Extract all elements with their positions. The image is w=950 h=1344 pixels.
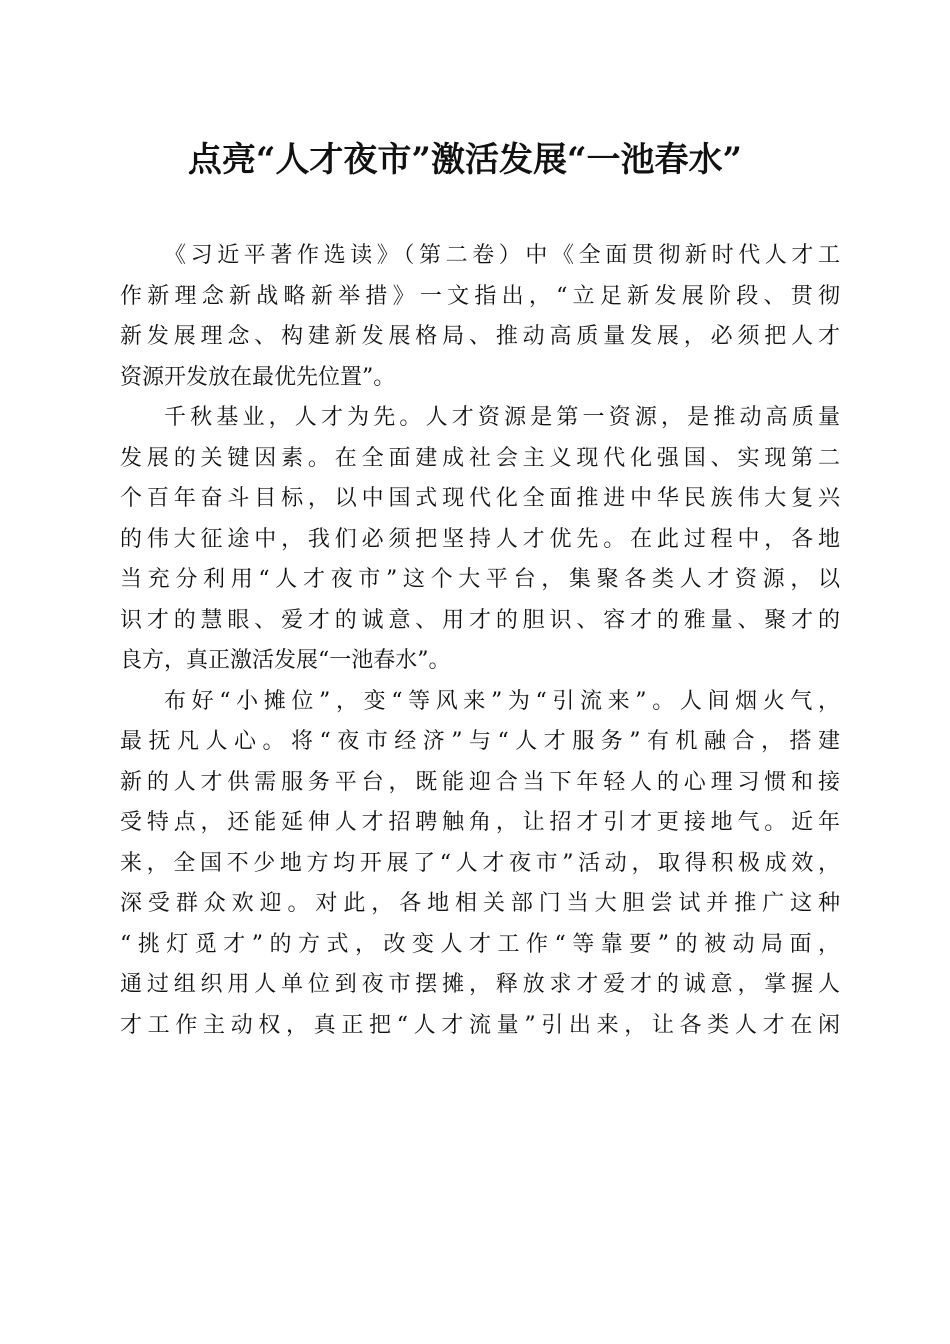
text-line: 才工作主动权，真正把“人才流量”引出来，让各类人才在闲 [120,1012,840,1038]
text-line: 良方，真正激活发展“一池春水”。 [120,648,451,673]
text-line: 受特点，还能延伸人才招聘触角，让招才引才更接地气。近年 [120,810,840,835]
text-line: 千秋基业，人才为先。人才资源是第一资源，是推动高质量 [164,405,840,430]
text-line: 的伟大征途中，我们必须把坚持人才优先。在此过程中，各地 [120,526,840,552]
text-line: 新的人才供需服务平台，既能迎合当下年轻人的心理习惯和接 [120,769,840,795]
document-body [120,236,840,1046]
paragraph-2 [120,398,840,682]
text-line: 来，全国不少地方均开展了“人才夜市”活动，取得积极成效， [120,850,840,876]
text-line: 通过组织用人单位到夜市摆摊，释放求才爱才的诚意，掌握人 [120,972,840,997]
text-line: “挑灯觅才”的方式，改变人才工作“等靠要”的被动局面， [120,931,840,957]
paragraph-1 [120,236,840,398]
text-line: 深受群众欢迎。对此，各地相关部门当大胆尝试并推广这种 [120,891,840,916]
text-line: 布好“小摊位”，变“等风来”为“引流来”。人间烟火气， [164,688,840,714]
text-line: 识才的慧眼、爱才的诚意、用才的胆识、容才的雅量、聚才的 [120,607,840,633]
text-line: 最抚凡人心。将“夜市经济”与“人才服务”有机融合，搭建 [120,729,840,754]
document-title: 点亮“人才夜市”激活发展“一池春水” [187,140,743,180]
text-line: 个百年奋斗目标，以中国式现代化全面推进中华民族伟大复兴 [120,486,840,511]
paragraph-3 [120,682,840,1047]
text-line: 作新理念新战略新举措》一文指出，“立足新发展阶段、贯彻 [120,283,840,309]
text-line: 资源开发放在最优先位置”。 [120,364,396,390]
text-line: 发展的关键因素。在全面建成社会主义现代化强国、实现第二 [120,445,840,471]
text-line: 《习近平著作选读》（第二卷）中《全面贯彻新时代人才工 [164,243,840,268]
text-line: 新发展理念、构建新发展格局、推动高质量发展，必须把人才 [120,324,840,349]
text-line: 当充分利用“人才夜市”这个大平台，集聚各类人才资源，以 [120,567,840,592]
